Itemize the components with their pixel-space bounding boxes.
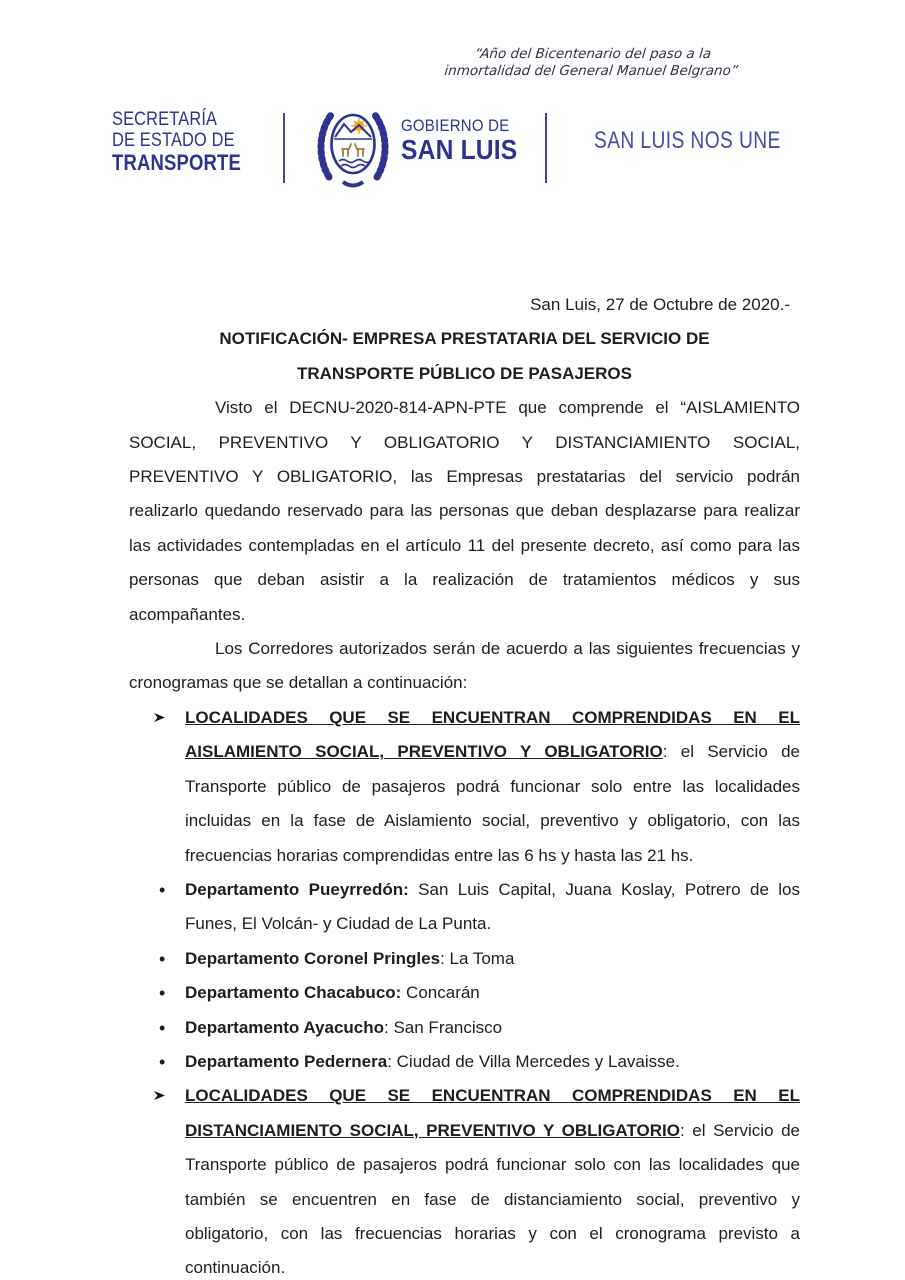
bullet-label: Departamento Pedernera	[185, 1051, 388, 1071]
arrowhead-right-icon	[129, 1079, 185, 1280]
arrow-item-heading: LOCALIDADES QUE SE ENCUENTRAN COMPRENDIDAS EN EL DISTANCIAMIENTO SOCIAL, PREVENTIVO Y OBLIGATORIO	[185, 1086, 800, 1140]
arrowhead-right-icon	[129, 701, 185, 873]
bullet-icon: •	[159, 1051, 166, 1072]
bullet-item-body	[185, 942, 800, 976]
arrow-list-item-distanciamiento	[129, 1079, 800, 1280]
arrow-list-item-aislamiento	[129, 701, 800, 873]
bullet-icon: •	[159, 948, 166, 969]
secretaria-line1: SECRETARÍA	[112, 108, 218, 130]
paragraph-visto: Visto el DECNU-2020-814-APN-PTE que comprende el “AISLAMIENTO SOCIAL, PREVENTIVO Y OBLIGATORIO Y DISTANCIAMIENTO SOCIAL, PREVENTIVO Y OBLIGATORIO, las Empresas prestatarias del servicio podrán realizarlo quedando reservado para las personas que deban desplazarse para realizar las actividades contempladas en el artículo 11 del presente decreto, así como para las personas que deban asistir a la realización de tratamientos médicos y sus acompañantes.	[129, 398, 800, 624]
bullet-label: Departamento Chacabuco:	[185, 983, 402, 1003]
document-title-line1: NOTIFICACIÓN- EMPRESA PRESTATARIA DEL SERVICIO DE	[219, 329, 710, 349]
bullet-text: : La Toma	[440, 948, 515, 968]
bullet-item-chacabuco	[129, 976, 800, 1010]
bullet-item-body	[185, 1045, 800, 1079]
bullet-item-pedernera	[129, 1045, 800, 1079]
secretaria-line2: DE ESTADO DE	[112, 129, 235, 151]
arrow-item-body	[185, 1079, 800, 1280]
date-line: San Luis, 27 de Octubre de 2020.-	[530, 295, 790, 314]
bullet-text: : Ciudad de Villa Mercedes y Lavaisse.	[387, 1051, 680, 1071]
gobierno-logo	[401, 116, 517, 164]
arrow-item-text: : el Servicio de Transporte público de pasajeros podrá funcionar solo con las localidades que también se encuentren en fase de distanciamiento social, preventivo y obligatorio, con las frecuencias horarias y con el cronograma previsto a continuación.	[185, 1120, 801, 1278]
header-divider-left	[283, 113, 285, 183]
bullet-label: Departamento Ayacucho	[185, 1017, 385, 1037]
paragraph-corredores: Los Corredores autorizados serán de acuerdo a las siguientes frecuencias y cronogramas que se detallan a continuación:	[129, 639, 800, 693]
arrow-item-heading: LOCALIDADES QUE SE ENCUENTRAN COMPRENDIDAS EN EL AISLAMIENTO SOCIAL, PREVENTIVO Y OBLIGATORIO	[185, 707, 800, 762]
bullet-item-body	[185, 873, 800, 942]
header-divider-right	[545, 113, 547, 183]
motto-line1: “Año del Bicentenario del paso a la	[474, 46, 712, 62]
bullet-text: Concarán	[401, 983, 480, 1003]
bullet-text: San Luis Capital, Juana Koslay, Potrero de los Funes, El Volcán- y Ciudad de La Punta.	[185, 879, 800, 934]
gobierno-line2: SAN LUIS	[401, 134, 518, 165]
secretaria-line3: TRANSPORTE	[112, 150, 241, 175]
bullet-icon: •	[159, 983, 166, 1004]
bullet-item-body	[185, 976, 800, 1010]
gobierno-line1: GOBIERNO DE	[401, 116, 510, 135]
motto-line2: inmortalidad del General Manuel Belgrano”	[443, 63, 739, 79]
arrow-item-text: : el Servicio de Transporte público de pasajeros podrá funcionar solo entre las localidades incluidas en la fase de Aislamiento social, preventivo y obligatorio, con las frecuencias horarias comprendidas entre las 6 hs y hasta las 21 hs.	[185, 742, 801, 865]
slogan-text: SAN LUIS NOS UNE	[594, 127, 781, 154]
bullet-item-pueyrredon	[129, 873, 800, 942]
bullet-item-coronel-pringles	[129, 942, 800, 976]
bullet-item-ayacucho	[129, 1011, 800, 1045]
bullet-label: Departamento Coronel Pringles	[185, 948, 441, 968]
san-luis-coat-of-arms-icon	[314, 101, 392, 191]
bullet-icon: •	[159, 1017, 166, 1038]
bullet-icon: •	[159, 879, 166, 900]
bullet-label: Departamento Pueyrredón:	[185, 879, 409, 899]
document-body	[129, 288, 800, 1280]
bullet-text: : San Francisco	[384, 1017, 503, 1037]
secretaria-logo	[112, 109, 241, 175]
bullet-item-body	[185, 1011, 800, 1045]
arrow-item-body	[185, 701, 800, 873]
document-title-line2: TRANSPORTE PÚBLICO DE PASAJEROS	[296, 363, 632, 383]
motto-text	[425, 46, 759, 80]
